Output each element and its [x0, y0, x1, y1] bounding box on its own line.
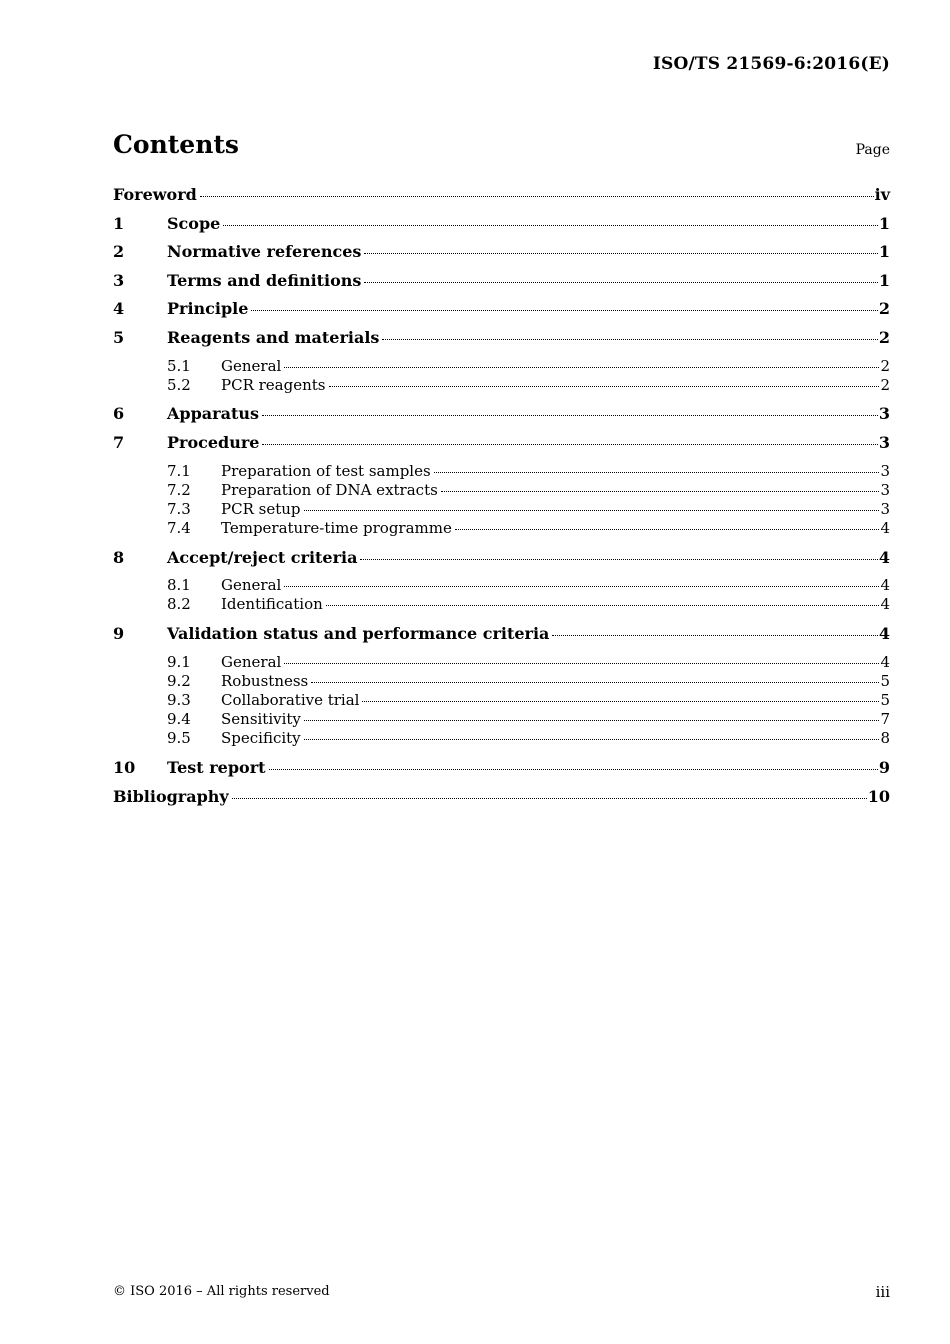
toc-entry-page: 7	[880, 710, 890, 729]
toc-entry-page: 4	[880, 652, 890, 671]
toc-entry-page: 4	[880, 576, 890, 595]
toc-entry-title: Principle	[167, 299, 249, 319]
dot-leader	[262, 415, 878, 416]
toc-entry-number: 10	[113, 758, 136, 777]
toc-entry-title: Apparatus	[167, 404, 259, 424]
toc-subentry[interactable]	[113, 376, 890, 405]
toc-entry[interactable]	[113, 214, 890, 243]
dot-leader	[284, 663, 879, 664]
toc-entry-number: 9.4	[167, 710, 191, 729]
toc-entry-title: Identification	[221, 595, 323, 614]
toc-entry-number: 6	[113, 404, 125, 424]
toc-subentry[interactable]	[113, 691, 890, 710]
toc-entry-title: Sensitivity	[221, 710, 301, 729]
dot-leader	[284, 586, 879, 587]
toc-entry-title: General	[221, 576, 282, 595]
toc-entry[interactable]	[113, 299, 890, 328]
toc-entry-number: 5	[113, 327, 125, 347]
toc-entry-page: 2	[880, 356, 890, 375]
dot-leader	[284, 367, 879, 368]
toc-subentry[interactable]	[113, 357, 890, 376]
toc-entry-page: 5	[880, 691, 890, 710]
toc-entry-title: Normative references	[167, 242, 362, 262]
dot-leader	[364, 253, 877, 254]
dot-leader	[326, 605, 880, 606]
toc-entry-title: Procedure	[167, 432, 260, 452]
toc-entry-number: 5.1	[167, 356, 191, 375]
toc-entry-number: 9	[113, 624, 125, 644]
toc-entry-title: Preparation of DNA extracts	[221, 480, 438, 499]
toc-entry-page: 4	[878, 624, 890, 644]
toc-entry-page: 2	[878, 327, 890, 347]
toc-entry[interactable]	[113, 758, 890, 787]
dot-leader	[232, 798, 867, 799]
toc-entry-title: Terms and definitions	[167, 270, 362, 290]
toc-entry-title: Collaborative trial	[221, 691, 360, 710]
toc-entry-page: 3	[880, 499, 890, 518]
toc-entry[interactable]	[113, 787, 890, 816]
toc-entry-title: Scope	[167, 213, 221, 233]
dot-leader	[441, 491, 880, 492]
toc-entry-title: Robustness	[221, 671, 309, 690]
dot-leader	[251, 310, 877, 311]
toc-entry-number: 7.1	[167, 461, 191, 480]
toc-subentry[interactable]	[113, 500, 890, 519]
toc-entry[interactable]	[113, 328, 890, 357]
toc-entry[interactable]	[113, 404, 890, 433]
toc-entry-page: 3	[878, 432, 890, 452]
dot-leader	[200, 196, 874, 197]
toc-entry-page: 4	[880, 519, 890, 538]
page-column-label: Page	[855, 142, 890, 158]
toc-entry[interactable]	[113, 271, 890, 300]
toc-entry-page: 1	[878, 213, 890, 233]
toc-entry-page: 1	[878, 242, 890, 262]
toc-entry-title: Specificity	[221, 729, 301, 748]
toc-header	[113, 130, 890, 166]
toc-entry-title: Temperature-time programme	[221, 519, 452, 538]
dot-leader	[360, 559, 877, 560]
toc-entry[interactable]	[113, 433, 890, 462]
dot-leader	[434, 472, 880, 473]
toc-entry-number: 4	[113, 299, 125, 319]
dot-leader	[552, 635, 877, 636]
toc-subentry[interactable]	[113, 519, 890, 548]
toc-entry-number: 9.3	[167, 691, 191, 710]
toc-entry-page: 2	[878, 299, 890, 319]
toc-entry-number: 9.1	[167, 652, 191, 671]
page-number: iii	[875, 1283, 890, 1301]
dot-leader	[262, 444, 877, 445]
toc-entry-number: 8	[113, 547, 125, 567]
toc-entry-page: 1	[878, 270, 890, 290]
toc-entry-page: 8	[880, 729, 890, 748]
toc-entry-number: 9.2	[167, 671, 191, 690]
toc-entry-title: Test report	[167, 758, 266, 777]
toc-entry-title: Bibliography	[113, 786, 229, 806]
toc-entry-number: 7	[113, 432, 125, 452]
dot-leader	[455, 529, 880, 530]
dot-leader	[304, 720, 880, 721]
toc-subentry[interactable]	[113, 462, 890, 481]
toc-entry-number: 5.2	[167, 375, 191, 394]
dot-leader	[223, 225, 878, 226]
toc-entry-page: 4	[878, 547, 890, 567]
toc-entry[interactable]	[113, 242, 890, 271]
toc-entry-title: General	[221, 356, 282, 375]
toc-entry-title: PCR reagents	[221, 375, 326, 394]
toc-entry-page: 3	[878, 404, 890, 424]
toc-entry-number: 7.4	[167, 519, 191, 538]
dot-leader	[304, 510, 880, 511]
toc-subentry[interactable]	[113, 595, 890, 624]
dot-leader	[311, 682, 879, 683]
dot-leader	[382, 339, 877, 340]
toc-entry-title: General	[221, 652, 282, 671]
toc-subentry[interactable]	[113, 576, 890, 595]
toc-entry[interactable]	[113, 185, 890, 214]
toc-entry-title: Reagents and materials	[167, 327, 380, 347]
toc-entry[interactable]	[113, 548, 890, 577]
toc-entry-title: Accept/reject criteria	[167, 547, 358, 567]
toc-entry-title: Preparation of test samples	[221, 461, 431, 480]
dot-leader	[329, 386, 880, 387]
toc-entry-number: 3	[113, 270, 125, 290]
table-of-contents	[113, 185, 890, 815]
toc-subentry[interactable]	[113, 710, 890, 729]
toc-entry-number: 1	[113, 213, 125, 233]
toc-title: Contents	[113, 130, 240, 159]
toc-entry-page: 3	[880, 480, 890, 499]
toc-entry-number: 9.5	[167, 729, 191, 748]
copyright-notice: © ISO 2016 – All rights reserved	[113, 1284, 330, 1299]
toc-subentry[interactable]	[113, 653, 890, 672]
toc-entry-title: PCR setup	[221, 499, 301, 518]
dot-leader	[269, 769, 878, 770]
toc-entry-page: 10	[867, 786, 890, 806]
toc-entry-number: 7.2	[167, 480, 191, 499]
toc-entry-page: 4	[880, 595, 890, 614]
dot-leader	[362, 701, 879, 702]
toc-entry-page: 2	[880, 375, 890, 394]
dot-leader	[364, 282, 877, 283]
toc-entry-page: iv	[874, 185, 890, 204]
toc-entry-title: Validation status and performance criteria	[167, 624, 550, 644]
toc-entry-number: 8.1	[167, 576, 191, 595]
toc-entry-number: 2	[113, 242, 125, 262]
toc-entry-page: 5	[880, 671, 890, 690]
dot-leader	[304, 739, 880, 740]
toc-subentry[interactable]	[113, 481, 890, 500]
document-identifier: ISO/TS 21569-6:2016(E)	[652, 54, 890, 74]
toc-entry-page: 9	[878, 758, 890, 777]
toc-subentry[interactable]	[113, 729, 890, 758]
toc-entry-number: 8.2	[167, 595, 191, 614]
toc-entry-number: 7.3	[167, 499, 191, 518]
toc-entry-page: 3	[880, 461, 890, 480]
toc-subentry[interactable]	[113, 672, 890, 691]
toc-entry[interactable]	[113, 624, 890, 653]
toc-entry-title: Foreword	[113, 185, 197, 204]
